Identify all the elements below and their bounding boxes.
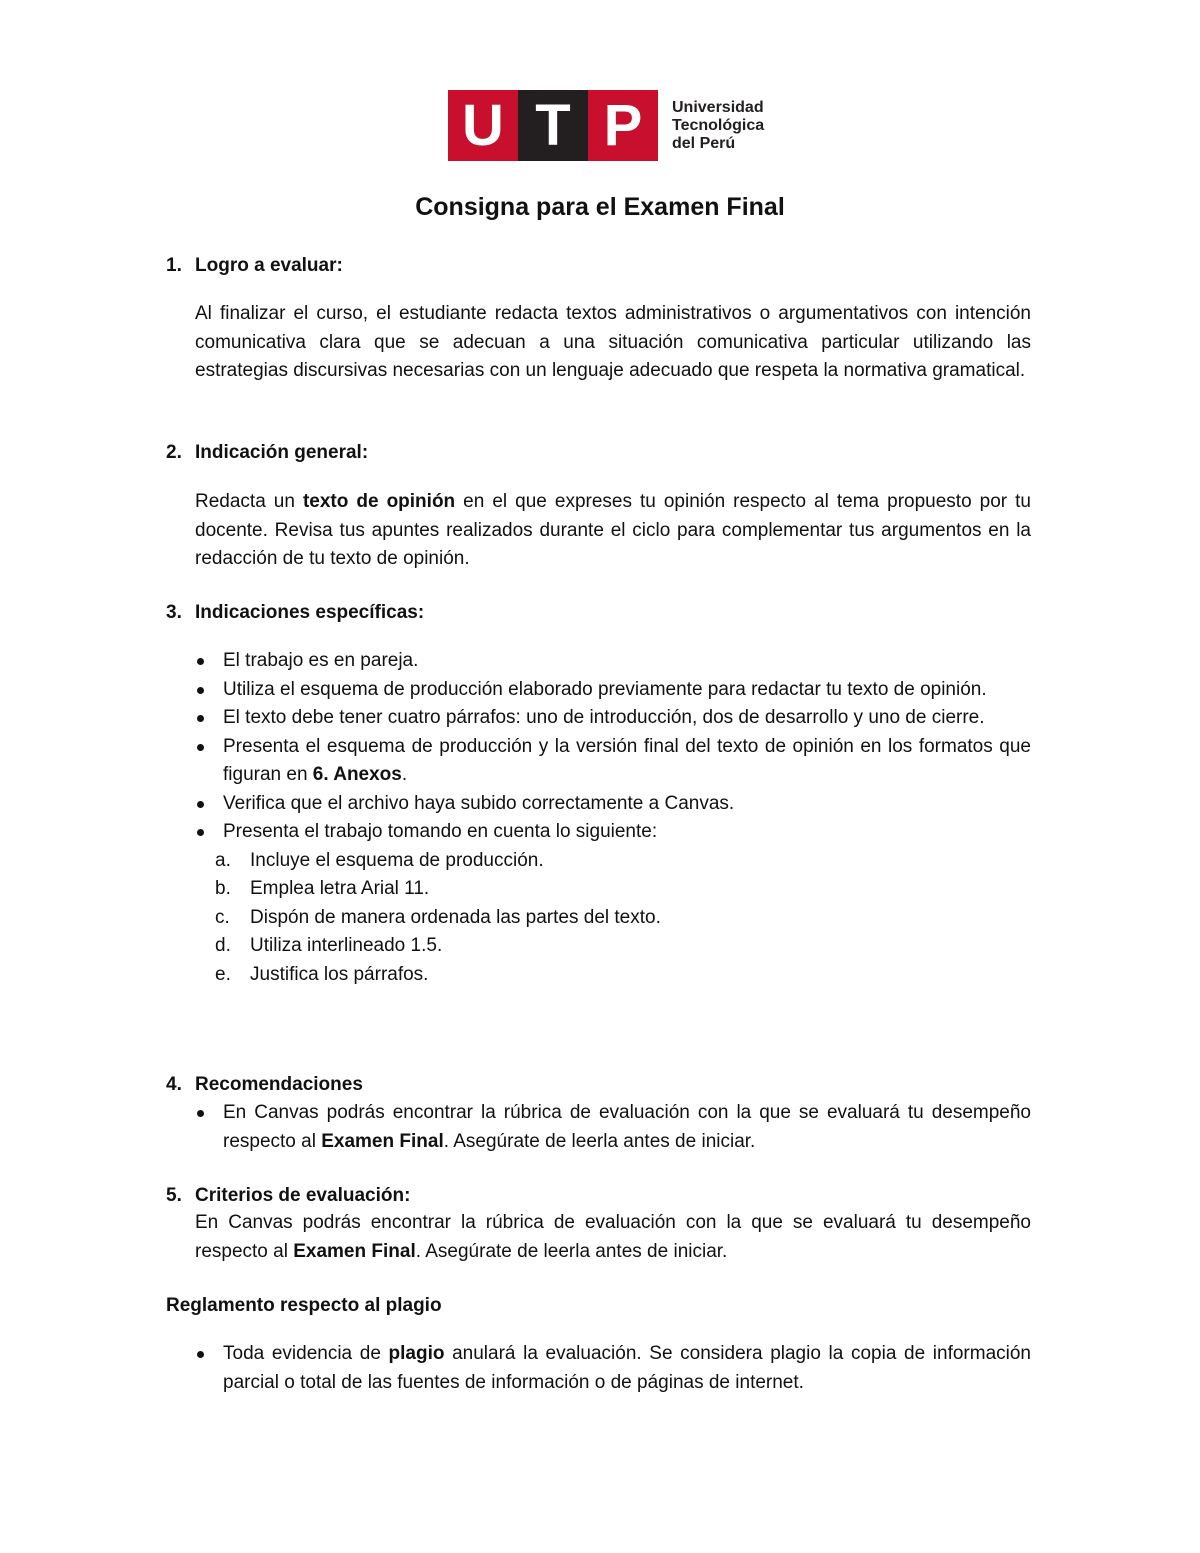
list-item-text: Presenta el trabajo tomando en cuenta lo siguiente: (223, 821, 658, 842)
list-item-text: El texto debe tener cuatro párrafos: uno de introducción, dos de desarrollo y uno de cierre. (223, 707, 985, 728)
utp-logo (448, 90, 764, 161)
bold-text: Examen Final (321, 1130, 444, 1152)
section-1-heading (166, 255, 343, 277)
section-number: 4. (166, 1074, 182, 1095)
list-item-text: Verifica que el archivo haya subido correctamente a Canvas. (223, 792, 735, 814)
section-1-text: Al finalizar el curso, el estudiante redacta textos administrativos o argumentativos con intención comunicativa clara que se adecuan a una situación comunicativa particular utilizando las estrategias discursivas necesarias con un lenguaje adecuado que respeta la normativa gramatical. (195, 303, 1031, 381)
section-title: Indicaciones específicas: (195, 602, 425, 623)
section-number: 2. (166, 442, 182, 463)
logo-letter-t: T (518, 90, 588, 161)
section-number: 5. (166, 1185, 182, 1206)
sublist-text: Justifica los párrafos. (250, 963, 429, 985)
sublist-letter: e. (215, 963, 231, 985)
document-title: Consigna para el Examen Final (415, 193, 785, 221)
text-run: En Canvas podrás encontrar la rúbrica de evaluación con la que se evaluará tu desempeño respecto al (223, 1102, 1031, 1152)
sublist-item (195, 904, 1031, 933)
plagiarism-list (195, 1340, 1031, 1397)
bullet-icon (197, 1110, 204, 1117)
bold-text: Examen Final (293, 1240, 416, 1262)
logo-name-line: Universidad (672, 98, 764, 116)
bullet-icon (197, 744, 204, 751)
section-title: Indicación general: (195, 442, 369, 463)
section-3-heading (166, 602, 424, 624)
bold-text: texto de opinión (302, 491, 456, 512)
logo-letter-p: P (588, 90, 658, 161)
sublist-text: Emplea letra Arial 11. (250, 878, 430, 899)
section-number: 3. (166, 602, 182, 623)
logo-name-line: del Perú (672, 134, 736, 152)
list-item (195, 647, 1031, 676)
format-sublist (195, 847, 1031, 990)
sublist-text: Incluye el esquema de producción. (250, 849, 544, 871)
list-item (195, 790, 1031, 819)
bullet-icon (197, 801, 204, 808)
plagiarism-heading: Reglamento respecto al plagio (166, 1295, 442, 1316)
list-item (195, 1099, 1031, 1156)
sublist-letter: d. (215, 935, 231, 956)
specific-indications-list (195, 647, 1031, 989)
bullet-icon (197, 687, 204, 694)
list-item (195, 676, 1031, 705)
section-title: Logro a evaluar: (195, 255, 343, 276)
list-item-text: El trabajo es en pareja. (223, 650, 419, 671)
bold-text: plagio (388, 1343, 445, 1364)
recommendations-list (195, 1099, 1031, 1156)
text-run: en el que expreses tu opinión respecto al tema propuesto por tu docente. Revisa tus apuntes realizados durante el ciclo para complementar tus argumentos en la redacción de tu texto de opinión. (195, 491, 1031, 569)
list-item (195, 733, 1031, 790)
text-run: Redacta un (195, 491, 303, 512)
sublist-letter: b. (215, 878, 231, 899)
section-title: Recomendaciones (195, 1074, 363, 1095)
utp-logo-mark (448, 90, 658, 161)
text-run: En Canvas podrás encontrar la rúbrica de evaluación con la que se evaluará tu desempeño respecto al (195, 1212, 1031, 1262)
sublist-item (195, 847, 1031, 876)
sublist-text: Dispón de manera ordenada las partes del texto. (250, 906, 661, 928)
list-item (195, 1340, 1031, 1397)
section-5-text (195, 1209, 1031, 1266)
list-item-text: Presenta el esquema de producción y la versión final del texto de opinión en los formatos que figuran en (223, 735, 1031, 785)
section-2-text (195, 488, 1031, 574)
text-run: . (401, 764, 408, 785)
section-number: 1. (166, 255, 182, 276)
sublist-item (195, 875, 1031, 904)
text-run: Toda evidencia de (223, 1343, 389, 1364)
text-run: anulará la evaluación. Se considera plagio la copia de información parcial o total de las fuentes de información o de páginas de internet. (223, 1343, 1031, 1393)
list-item (195, 818, 1031, 989)
section-4-heading (166, 1074, 363, 1096)
list-item-text: Utiliza el esquema de producción elaborado previamente para redactar tu texto de opinión. (223, 678, 987, 700)
sublist-item (195, 961, 1031, 990)
bullet-icon (197, 715, 204, 722)
bullet-icon (197, 658, 204, 665)
section-title: Criterios de evaluación: (195, 1185, 411, 1206)
text-run: . Asegúrate de leerla antes de iniciar. (415, 1240, 728, 1262)
bullet-icon (197, 1351, 204, 1358)
section-5-heading (166, 1185, 410, 1207)
list-item (195, 704, 1031, 733)
bullet-icon (197, 829, 204, 836)
sublist-letter: a. (215, 849, 231, 871)
section-2-heading (166, 442, 368, 464)
logo-name-line: Tecnológica (672, 116, 765, 134)
logo-letter-u: U (448, 90, 518, 161)
sublist-text: Utiliza interlineado 1.5. (250, 935, 443, 956)
sublist-letter: c. (215, 906, 230, 928)
sublist-item (195, 932, 1031, 961)
logo-university-name (672, 99, 764, 153)
bold-text: 6. Anexos (312, 764, 402, 785)
text-run: . Asegúrate de leerla antes de iniciar. (443, 1130, 756, 1152)
